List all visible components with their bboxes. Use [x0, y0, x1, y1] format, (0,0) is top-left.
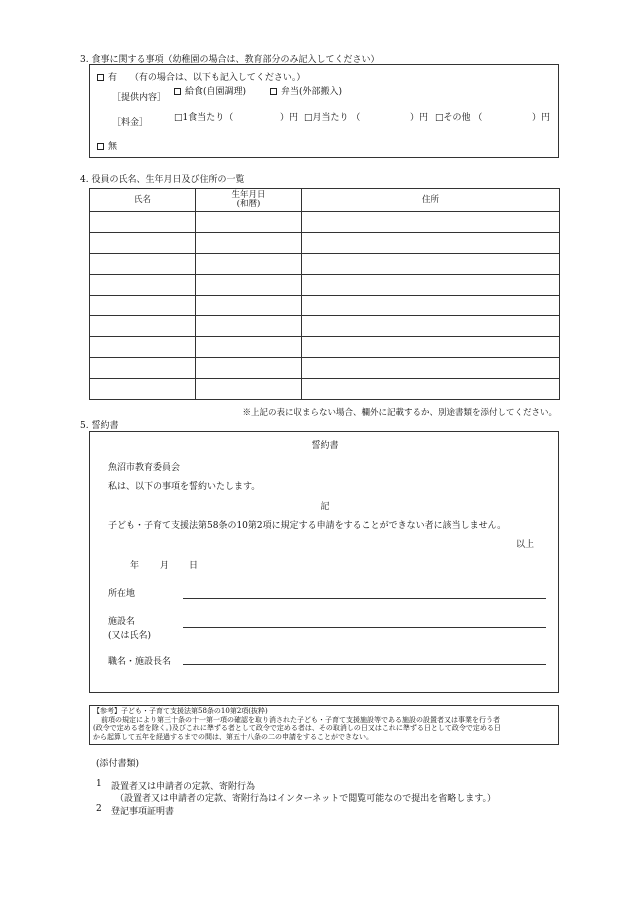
reference-line2: (政令で定める者を除く。)及びこれに準ずる者として政令で定める者は、その取消しの日又はこれに準ずる日として政令で定める日 — [93, 724, 501, 732]
officers-table — [89, 188, 560, 400]
cell-address[interactable] — [302, 232, 560, 253]
pledge-heading: 誓約書 — [311, 441, 339, 451]
location-label: 所在地 — [108, 589, 136, 599]
reference-heading: 【参考】子ども・子育て支援法第58条の10第2項(抜粋) — [93, 707, 268, 715]
date-year-label: 年 — [130, 561, 140, 571]
table-row — [90, 274, 560, 295]
fee-per-month-unit: ）円 — [410, 113, 429, 123]
fee-label: ［料金］ — [112, 118, 149, 128]
pledge-statement-intro: 私は、以下の事項を誓約いたします。 — [108, 482, 261, 492]
kyushoku-checkbox[interactable] — [174, 88, 181, 95]
facility-label-alt: (又は氏名) — [108, 631, 152, 641]
cell-birth[interactable] — [196, 379, 302, 400]
date-day-label: 日 — [189, 561, 199, 571]
date-month-label: 月 — [160, 561, 170, 571]
cell-address[interactable] — [302, 358, 560, 379]
meal-yes-label: 有 — [108, 73, 118, 83]
provision-bento — [270, 84, 342, 97]
cell-name[interactable] — [90, 316, 196, 337]
cell-name[interactable] — [90, 274, 196, 295]
pledge-statement: 子ども・子育て支援法第58条の10第2項に規定する申請をすることができない者に該当しません。 — [108, 521, 507, 531]
attachment-item1: 設置者又は申請者の定款、寄附行為 — [111, 782, 256, 792]
header-birth-line2: (和暦) — [236, 199, 261, 209]
cell-birth[interactable] — [196, 253, 302, 274]
title-name-label: 職名・施設長名 — [108, 657, 172, 667]
attachment-item1-note: （設置者又は申請者の定款、寄附行為はインターネットで閲覧可能なので提出を省略します。） — [115, 794, 496, 804]
table-header-row — [90, 189, 560, 212]
reference-box — [89, 705, 559, 745]
kyushoku-label: 給食(自園調理) — [185, 87, 247, 97]
meal-no-row — [97, 139, 117, 152]
meal-box — [89, 64, 559, 158]
table-row — [90, 295, 560, 316]
cell-name[interactable] — [90, 253, 196, 274]
facility-field[interactable] — [183, 627, 546, 628]
pledge-box — [89, 431, 559, 693]
title-name-field[interactable] — [183, 664, 546, 665]
cell-name[interactable] — [90, 379, 196, 400]
fee-other-unit: ）円 — [532, 113, 551, 123]
attachments-heading: (添付書類) — [96, 759, 140, 769]
cell-address[interactable] — [302, 253, 560, 274]
cell-birth[interactable] — [196, 337, 302, 358]
header-name: 氏名 — [90, 189, 196, 212]
cell-birth[interactable] — [196, 295, 302, 316]
meal-yes-checkbox[interactable] — [97, 74, 104, 81]
pledge-ki: 記 — [320, 502, 330, 512]
cell-name[interactable] — [90, 212, 196, 233]
attachment-item1-number: 1 — [96, 779, 102, 789]
fee-per-meal-unit: ）円 — [280, 113, 299, 123]
reference-line1: 前項の規定により第三十条の十一第一項の確認を取り消された子ども・子育て支援施設等である施設の設置者又は事業を行う者 — [101, 715, 500, 724]
attachment-item2: 登記事項証明書 — [111, 807, 175, 817]
pledge-addressee: 魚沼市教育委員会 — [108, 463, 181, 473]
meal-yes-row — [97, 70, 305, 83]
meal-yes-note: （有の場合は、以下も記入してください。） — [129, 73, 306, 83]
location-field[interactable] — [183, 598, 546, 599]
table-row — [90, 232, 560, 253]
header-birth-line1: 生年月日 — [231, 190, 266, 200]
cell-name[interactable] — [90, 358, 196, 379]
header-address: 住所 — [302, 189, 560, 212]
cell-address[interactable] — [302, 274, 560, 295]
meal-no-checkbox[interactable] — [97, 143, 104, 150]
pledge-ijo: 以上 — [516, 540, 535, 550]
bento-label: 弁当(外部搬入) — [281, 87, 343, 97]
table-note: ※上記の表に収まらない場合、欄外に記載するか、別途書類を添付してください。 — [242, 408, 557, 418]
cell-birth[interactable] — [196, 358, 302, 379]
bento-checkbox[interactable] — [270, 88, 277, 95]
cell-birth[interactable] — [196, 274, 302, 295]
cell-address[interactable] — [302, 295, 560, 316]
provision-label: ［提供内容］ — [112, 93, 167, 103]
fee-per-month-label: □月当たり （ — [304, 113, 361, 123]
attachment-item2-number: 2 — [96, 804, 102, 814]
fee-per-meal-label: □1食当たり（ — [174, 113, 234, 123]
cell-address[interactable] — [302, 316, 560, 337]
table-row — [90, 316, 560, 337]
cell-name[interactable] — [90, 337, 196, 358]
table-row — [90, 337, 560, 358]
reference-line3: から起算して五年を経過するまでの間は、第五十八条の二の申請をすることができない。 — [93, 732, 373, 741]
cell-name[interactable] — [90, 232, 196, 253]
table-row — [90, 358, 560, 379]
cell-address[interactable] — [302, 379, 560, 400]
section4-title: 4. 役員の氏名、生年月日及び住所の一覧 — [80, 175, 245, 185]
cell-birth[interactable] — [196, 232, 302, 253]
cell-birth[interactable] — [196, 212, 302, 233]
table-row — [90, 253, 560, 274]
cell-address[interactable] — [302, 212, 560, 233]
table-row — [90, 379, 560, 400]
facility-label: 施設名 — [108, 617, 136, 627]
provision-kyushoku — [174, 84, 246, 97]
fee-per-meal — [174, 110, 233, 123]
header-birth — [196, 189, 302, 212]
cell-birth[interactable] — [196, 316, 302, 337]
fee-other-label: □その他 （ — [435, 113, 483, 123]
cell-address[interactable] — [302, 337, 560, 358]
meal-no-label: 無 — [108, 142, 118, 152]
cell-name[interactable] — [90, 295, 196, 316]
section3-title: 3. 食事に関する事項（幼稚園の場合は、教育部分のみ記入してください） — [80, 55, 380, 65]
section5-title: 5. 誓約書 — [80, 421, 119, 431]
table-row — [90, 212, 560, 233]
